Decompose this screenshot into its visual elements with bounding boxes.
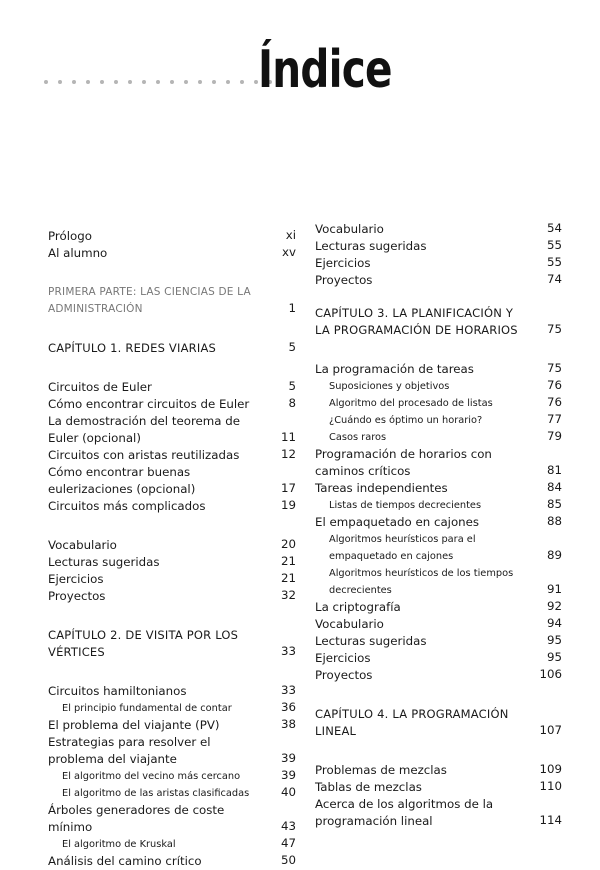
toc-entry [315,255,562,272]
toc-entry-title: Ejercicios [315,651,371,665]
toc-entry-page: 32 [280,588,296,602]
toc-entry-page: 106 [539,667,562,681]
toc-entry [48,228,296,245]
toc-entry-title: Vocabulario [48,538,117,552]
toc-entry-page: 5 [288,340,296,354]
toc-entry-title: Circuitos de Euler [48,380,152,394]
toc-entry [315,599,562,616]
toc-entry-title: El problema del viajante (PV) [48,718,220,732]
toc-entry-title: Algoritmos heurísticos de los tiempos decrecientes [329,568,514,596]
toc-entry-title: La programación de tareas [315,362,474,376]
toc-entry [315,514,562,531]
toc-entry [315,531,562,565]
toc-entry-title: Casos raros [329,432,387,443]
decorative-dot [58,80,62,84]
toc-entry [48,340,296,357]
decorative-dot [44,80,48,84]
toc-entry-title: El algoritmo del vecino más cercano [62,771,241,782]
toc-entry-page: 39 [280,768,296,782]
toc-entry-page: 47 [280,836,296,850]
decorative-dot [86,80,90,84]
toc-entry-title: Estrategias para resolver el problema del viajante [48,735,211,766]
toc-entry-page: xi [285,228,296,242]
toc-entry-title: Cómo encontrar buenas eulerizaciones (opcional) [48,465,196,496]
toc-entry-page: 38 [280,717,296,731]
toc-entry-page: 20 [280,537,296,551]
toc-entry [48,413,296,447]
toc-entry [48,554,296,571]
toc-entry [315,221,562,238]
toc-entry [48,700,296,717]
toc-entry-title: Suposiciones y objetivos [329,381,450,392]
toc-entry-title: CAPÍTULO 3. LA PLANIFICACIÓN Y LA PROGRAMACIÓN DE HORARIOS [315,306,518,337]
toc-entry-title: CAPÍTULO 2. DE VISITA POR LOS VÉRTICES [48,628,239,659]
toc-entry-title: El principio fundamental de contar [62,703,232,714]
toc-entry-title: El algoritmo de las aristas clasificadas [62,788,250,799]
toc-entry-title: Árboles generadores de coste mínimo [48,803,225,834]
toc-entry-title: Proyectos [315,273,373,287]
toc-entry-page: 75 [546,361,562,375]
page-title: Índice [258,40,392,100]
toc-entry [315,378,562,395]
toc-entry-title: ¿Cuándo es óptimo un horario? [329,415,483,426]
toc-entry-title: Algoritmo del procesado de listas [329,398,493,409]
toc-entry-page: 33 [280,683,296,697]
toc-entry-page: xv [282,245,296,259]
toc-entry [48,853,296,870]
decorative-dot [212,80,216,84]
toc-entry-page: 12 [280,447,296,461]
toc-entry-title: Vocabulario [315,617,384,631]
toc-entry-page: 91 [546,582,562,596]
toc-entry-page: 19 [280,498,296,512]
toc-entry-page: 94 [546,616,562,630]
toc-entry-title: Problemas de mezclas [315,763,447,777]
toc-entry [315,616,562,633]
toc-entry [48,717,296,734]
toc-entry-title: Tareas independientes [315,481,448,495]
decorative-dot [114,80,118,84]
toc-entry-page: 75 [546,322,562,336]
decorative-dot [142,80,146,84]
toc-entry-title: La demostración del teorema de Euler (opcional) [48,414,241,445]
toc-entry-page: 107 [539,723,562,737]
toc-entry-title: Prólogo [48,229,92,243]
toc-entry [315,706,562,740]
toc-entry-page: 11 [280,430,296,444]
toc-entry-page: 76 [546,395,562,409]
toc-entry-page: 95 [546,650,562,664]
toc-entry-page: 39 [280,751,296,765]
toc-entry [48,768,296,785]
toc-entry [315,667,562,684]
toc-entry [315,238,562,255]
decorative-dots [44,80,272,84]
toc-entry-title: Lecturas sugeridas [315,634,427,648]
toc-entry-title: Acerca de los algoritmos de la programación lineal [315,797,494,828]
toc-entry [48,571,296,588]
toc-entry-title: CAPÍTULO 1. REDES VIARIAS [48,341,217,355]
toc-entry-page: 110 [539,779,562,793]
toc-entry [315,650,562,667]
toc-entry-page: 55 [546,255,562,269]
toc-entry-title: Vocabulario [315,222,384,236]
toc-entry-page: 92 [546,599,562,613]
toc-entry [48,284,296,318]
toc-entry-page: 74 [546,272,562,286]
toc-entry-page: 21 [280,571,296,585]
toc-entry [48,537,296,554]
toc-entry-page: 21 [280,554,296,568]
toc-entry-page: 5 [288,379,296,393]
toc-entry [48,396,296,413]
decorative-dot [184,80,188,84]
toc-entry-title: Al alumno [48,246,108,260]
toc-entry-page: 109 [539,762,562,776]
toc-entry-title: Lecturas sugeridas [315,239,427,253]
toc-entry-title: Algoritmos heurísticos para el empaquetado en cajones [329,534,476,562]
decorative-dot [170,80,174,84]
toc-entry [48,627,296,661]
toc-entry-title: Circuitos más complicados [48,499,206,513]
toc-entry [315,480,562,497]
toc-entry-page: 17 [280,481,296,495]
toc-entry [315,762,562,779]
toc-entry-title: CAPÍTULO 4. LA PROGRAMACIÓN LINEAL [315,707,509,738]
toc-entry-page: 33 [280,644,296,658]
toc-right-column [315,221,562,830]
toc-entry [315,565,562,599]
toc-entry-title: Análisis del camino crítico [48,854,202,868]
toc-entry-page: 114 [539,813,562,827]
toc-entry-title: Proyectos [48,589,106,603]
decorative-dot [198,80,202,84]
toc-entry-page: 95 [546,633,562,647]
toc-entry [315,779,562,796]
toc-entry-page: 40 [280,785,296,799]
decorative-dot [156,80,160,84]
toc-entry-title: Ejercicios [48,572,104,586]
decorative-dot [100,80,104,84]
toc-entry-page: 88 [546,514,562,528]
toc-entry-page: 77 [546,412,562,426]
toc-entry-page: 85 [546,497,562,511]
toc-entry [315,361,562,378]
toc-entry [48,734,296,768]
toc-entry-page: 84 [546,480,562,494]
decorative-dot [128,80,132,84]
toc-entry-page: 76 [546,378,562,392]
toc-entry-title: Ejercicios [315,256,371,270]
toc-entry [315,412,562,429]
toc-entry-title: Lecturas sugeridas [48,555,160,569]
toc-entry [48,245,296,262]
toc-entry-title: Cómo encontrar circuitos de Euler [48,397,250,411]
toc-entry-page: 79 [546,429,562,443]
toc-entry-page: 36 [280,700,296,714]
toc-entry-page: 81 [546,463,562,477]
toc-entry [48,379,296,396]
toc-left-column [48,228,296,870]
toc-entry-title: El algoritmo de Kruskal [62,839,176,850]
toc-entry [48,785,296,802]
toc-entry-title: Programación de horarios con caminos críticos [315,447,492,478]
toc-entry [315,395,562,412]
toc-entry-page: 1 [288,301,296,315]
toc-entry-page: 50 [280,853,296,867]
toc-entry [48,683,296,700]
toc-entry [315,429,562,446]
decorative-dot [240,80,244,84]
toc-entry [48,588,296,605]
decorative-dot [226,80,230,84]
toc-entry [48,498,296,515]
toc-entry-title: Circuitos hamiltonianos [48,684,187,698]
toc-entry-title: El empaquetado en cajones [315,515,480,529]
toc-entry [48,836,296,853]
decorative-dot [72,80,76,84]
toc-entry-title: Circuitos con aristas reutilizadas [48,448,240,462]
toc-entry [315,633,562,650]
toc-entry-page: 8 [288,396,296,410]
toc-entry-title: Tablas de mezclas [315,780,422,794]
toc-entry-title: La criptografía [315,600,401,614]
toc-entry-page: 43 [280,819,296,833]
toc-entry [315,796,562,830]
toc-entry [315,272,562,289]
toc-entry [48,464,296,498]
toc-entry-page: 89 [546,548,562,562]
toc-entry-page: 55 [546,238,562,252]
toc-entry [315,497,562,514]
toc-entry [48,447,296,464]
toc-entry [315,305,562,339]
toc-entry-title: Proyectos [315,668,373,682]
toc-entry-title: PRIMERA PARTE: LAS CIENCIAS DE LA ADMINISTRACIÓN [48,286,251,315]
toc-entry [48,802,296,836]
toc-entry-page: 54 [546,221,562,235]
toc-entry-title: Listas de tiempos decrecientes [329,500,482,511]
toc-entry [315,446,562,480]
